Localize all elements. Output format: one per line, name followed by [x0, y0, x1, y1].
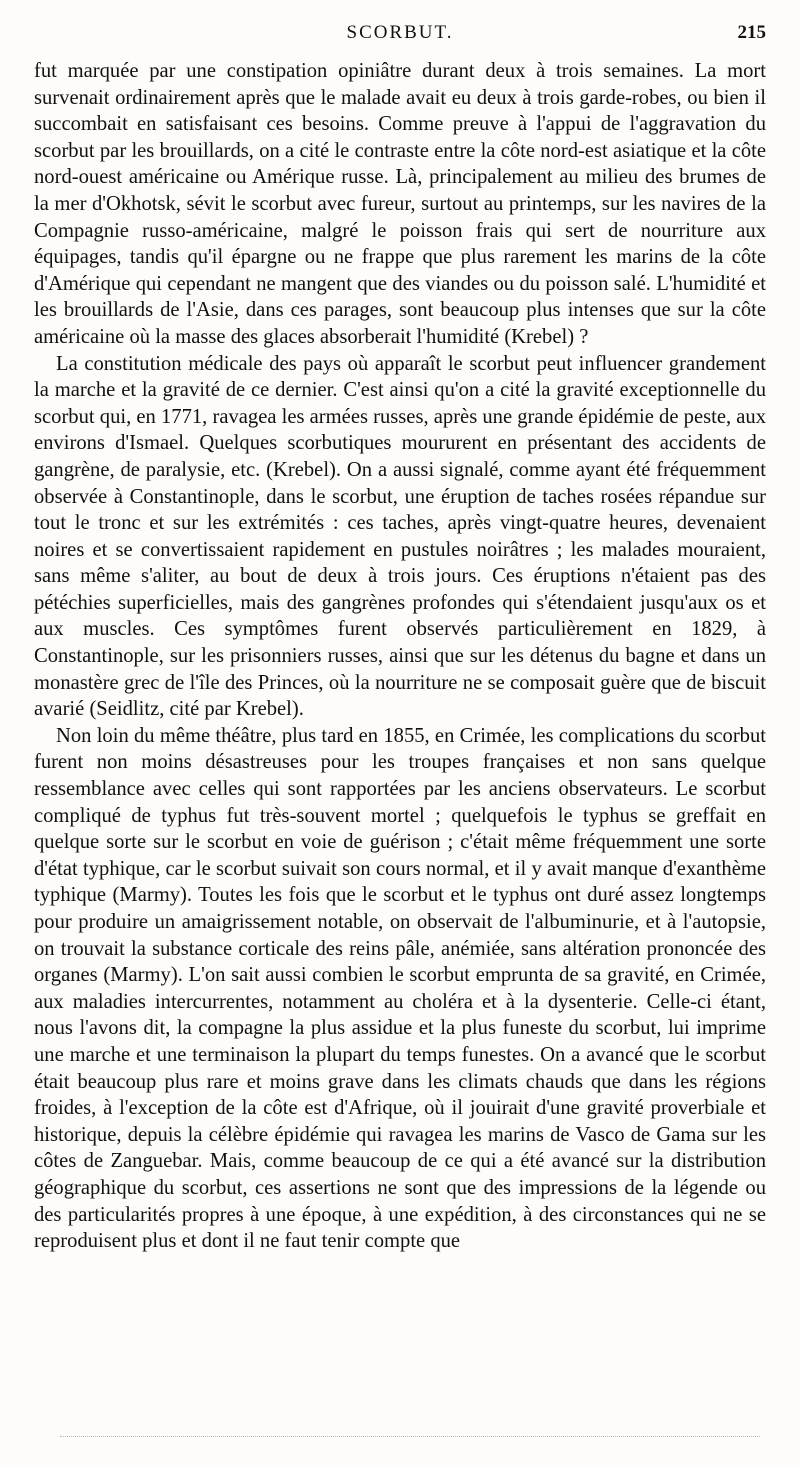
- paragraph-constitution-medicale: La constitution médicale des pays où apparaît le scorbut peut influencer grandement la marche et la gravité de ce dernier. C'est ainsi qu'on a cité la gravité exceptionnelle du scorbut qui, en 1771, ravagea les armées russes, après une grande épidémie de peste, aux environs d'Ismael. Quelques scorbutiques moururent en présentant des accidents de gangrène, de paralysie, etc. (Krebel). On a aussi signalé, comme ayant été fréquemment observée à Constantinople, dans le scorbut, une éruption de taches rosées répandue sur tout le tronc et sur les extrémités : ces taches, après vingt-quatre heures, devenaient noires et se convertissaient rapidement en pustules noirâtres ; les malades mouraient, sans même s'aliter, au bout de deux à trois jours. Ces éruptions n'étaient pas des pétéchies superficielles, mais des gangrènes profondes qui s'étendaient jusqu'aux os et aux muscles. Ces symptômes furent observés particulièrement en 1829, à Constantinople, sur les prisonniers russes, ainsi que sur les détenus du bagne et dans un monastère grec de l'île des Princes, où la nourriture ne se composait guère que de biscuit avarié (Seidlitz, cité par Krebel).: [34, 352, 766, 721]
- paragraph-continuation: fut marquée par une constipation opiniâtre durant deux à trois semaines. La mort survenait ordinairement après que le malade avait eu deux à trois garde-robes, ou bien il succombait en satisfaisant ces besoins. Comme preuve à l'appui de l'aggravation du scorbut par les brouillards, on a cité le contraste entre la côte nord-est asiatique et la côte nord-ouest américaine ou Amérique russe. Là, principalement au milieu des brumes de la mer d'Okhotsk, sévit le scorbut avec fureur, surtout au printemps, sur les navires de la Compagnie russo-américaine, malgré le poisson frais qui sert de nourriture aux équipages, tandis qu'il épargne ou ne frappe que plus rarement les marins de la côte d'Amérique qui cependant ne mangent que des viandes ou du poisson salé. L'humidité et les brouillards de l'Asie, dans ces parages, sont beaucoup plus intenses que sur la côte américaine où la masse des glaces absorberait l'humidité (Krebel) ?: [34, 60, 766, 348]
- footer-bleedthrough-line: [60, 1436, 760, 1437]
- page-number: 215: [737, 22, 766, 43]
- page: [34, 22, 766, 1255]
- running-title: SCORBUT.: [346, 22, 454, 43]
- paragraph-crimee: Non loin du même théâtre, plus tard en 1855, en Crimée, les complications du scorbut furent non moins désastreuses pour les troupes françaises et non sans quelque ressemblance avec celles qui sont rapportées par les anciens observateurs. Le scorbut compliqué de typhus fut très-souvent mortel ; quelquefois le typhus se greffait en quelque sorte sur le scorbut en voie de guérison ; c'était même fréquemment une sorte d'état typhique, car le scorbut suivait son cours normal, et il y avait manque d'exanthème typhique (Marmy). Toutes les fois que le scorbut et le typhus ont duré assez longtemps pour produire un amaigrissement notable, on observait de l'albuminurie, et à l'autopsie, on trouvait la substance corticale des reins pâle, anémiée, sans altération prononcée des organes (Marmy). L'on sait aussi combien le scorbut emprunta de sa gravité, en Crimée, aux maladies intercurrentes, notamment au choléra et à la dysenterie. Celle-ci étant, nous l'avons dit, la compagne la plus assidue et la plus funeste du scorbut, lui imprime une marche et une terminaison la plupart du temps funestes. On a avancé que le scorbut était beaucoup plus rare et moins grave dans les climats chauds que dans les régions froides, à l'exception de la côte est d'Afrique, où il jouirait d'une gravité proverbiale et historique, depuis la célèbre épidémie qui ravagea les marins de Vasco de Gama sur les côtes de Zanguebar. Mais, comme beaucoup de ce qui a été avancé sur la distribution géographique du scorbut, ces assertions ne sont que des impressions de la légende ou des particularités propres à une époque, à une expédition, à des circonstances qui ne se reproduisent plus et dont il ne faut tenir compte que: [34, 724, 766, 1253]
- running-head: [34, 22, 766, 52]
- body-text: [34, 58, 766, 1255]
